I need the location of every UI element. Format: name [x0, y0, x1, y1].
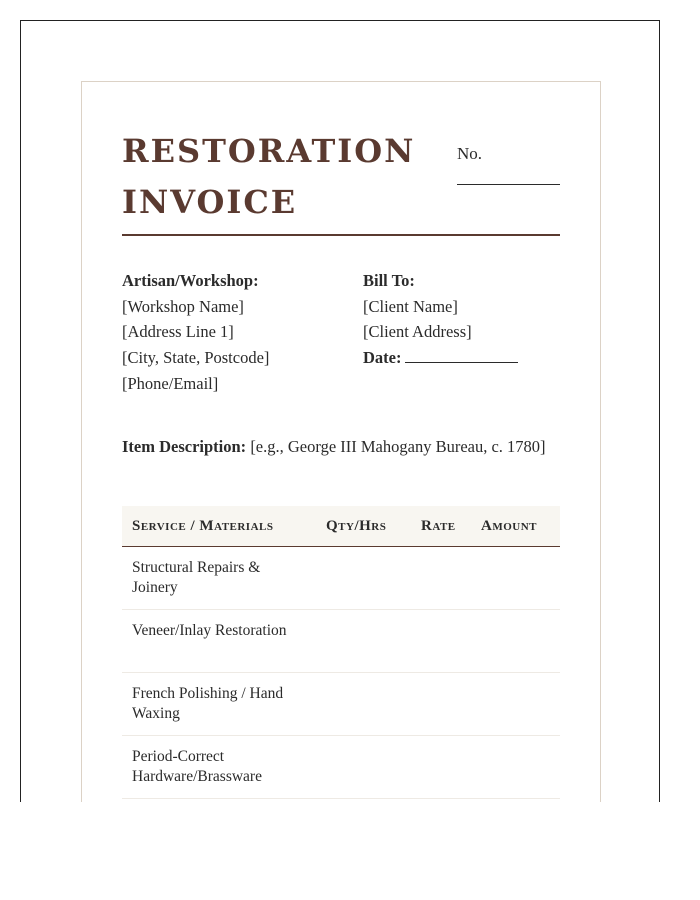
- header-qty: Qty/Hrs: [326, 518, 387, 534]
- header-amount: Amount: [481, 518, 537, 534]
- table-row: [122, 673, 560, 736]
- service-cell: Veneer/Inlay Restoration: [132, 622, 287, 639]
- date-label: Date:: [363, 348, 402, 368]
- workshop-contact: [Phone/Email]: [122, 373, 219, 393]
- service-cell: Period-Correct Hardware/Brassware: [132, 748, 262, 785]
- artisan-heading: Artisan/Workshop:: [122, 271, 259, 290]
- header-service: Service / Materials: [132, 518, 274, 534]
- client-name: [Client Name]: [363, 296, 458, 316]
- item-description-value: [e.g., George III Mahogany Bureau, c. 1780]: [250, 437, 546, 456]
- invoice-title-line-1: RESTORATION: [122, 132, 416, 170]
- table-header: [122, 506, 560, 547]
- workshop-city: [City, State, Postcode]: [122, 348, 270, 368]
- date-field[interactable]: [405, 346, 518, 363]
- bill-to-block: [363, 268, 560, 371]
- table-row: [122, 547, 560, 610]
- invoice-page: [81, 81, 601, 802]
- client-address: [Client Address]: [363, 322, 472, 342]
- service-cell: Structural Repairs & Joinery: [132, 559, 261, 596]
- invoice-number-label: No.: [457, 144, 483, 163]
- table-row: [122, 610, 560, 673]
- invoice-number-field[interactable]: [457, 184, 560, 185]
- workshop-address: [Address Line 1]: [122, 322, 234, 342]
- item-description-label: Item Description:: [122, 437, 247, 456]
- bill-to-heading: Bill To:: [363, 271, 415, 290]
- invoice-title-line-2: INVOICE: [122, 183, 298, 221]
- title-divider: [122, 234, 560, 236]
- table-row: [122, 736, 560, 799]
- header-rate: Rate: [421, 518, 456, 534]
- invoice-title: [122, 126, 422, 228]
- item-description: [122, 434, 560, 460]
- workshop-name: [Workshop Name]: [122, 296, 244, 316]
- services-table: [122, 506, 560, 799]
- date-row: [363, 345, 560, 371]
- service-cell: French Polishing / Hand Waxing: [132, 685, 284, 722]
- artisan-block: [122, 268, 352, 397]
